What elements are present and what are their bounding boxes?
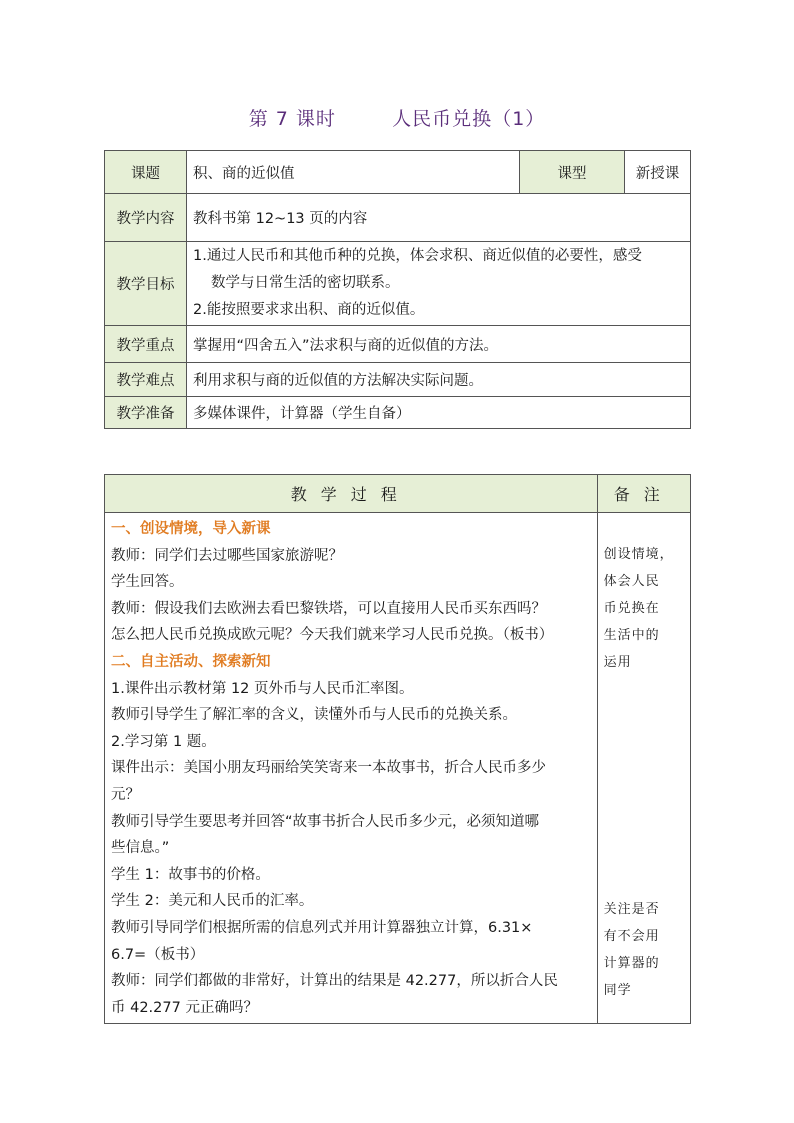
note-line: 有不会用: [603, 929, 660, 944]
section-heading: 一、创设情境，导入新课: [111, 521, 271, 537]
key-point-label: 教学重点: [105, 326, 187, 363]
type-value: 新授课: [625, 151, 691, 194]
note-line: 关注是否: [603, 902, 660, 917]
topic-value: 积、商的近似值: [187, 151, 520, 194]
page-title: 第 7 课时 人民币兑换（1）: [248, 108, 546, 130]
process-line: 学生回答。: [111, 574, 184, 591]
notes-header: 备注: [597, 475, 690, 513]
process-line: 教师：假设我们去欧洲去看巴黎铁塔，可以直接用人民币买东西吗？: [111, 600, 546, 617]
goal-line: 1.通过人民币和其他币种的兑换，体会求积、商近似值的必要性，感受: [193, 248, 642, 264]
process-line: 教师引导学生要思考并回答“故事书折合人民币多少元，必须知道哪: [111, 813, 540, 830]
note-line: 同学: [603, 983, 632, 998]
note-line: 计算器的: [603, 956, 660, 971]
preparation-value: 多媒体课件，计算器（学生自备）: [187, 397, 691, 429]
note-line: 运用: [603, 655, 632, 670]
note-block: [598, 896, 690, 1004]
note-line: 创设情境，: [603, 547, 674, 562]
key-point-value: 掌握用“四舍五入”法求积与商的近似值的方法。: [187, 326, 691, 363]
topic-label: 课题: [105, 151, 187, 194]
process-line: 教师引导同学们根据所需的信息列式并用计算器独立计算，6.31×: [111, 919, 533, 936]
goal-value: [187, 242, 691, 326]
process-line: 课件出示：美国小朋友玛丽给笑笑寄来一本故事书，折合人民币多少: [111, 760, 546, 777]
process-line: 元？: [111, 786, 140, 803]
process-line: 教师引导学生了解汇率的含义，读懂外币与人民币的兑换关系。: [111, 707, 517, 724]
process-line: 2.学习第 1 题。: [111, 733, 216, 750]
goal-label: 教学目标: [105, 242, 187, 326]
goal-line: 2.能按照要求求出积、商的近似值。: [193, 302, 425, 318]
lesson-info-table: [104, 150, 691, 429]
process-line: 6.7=（板书）: [111, 946, 205, 963]
notes-column: [597, 513, 690, 1024]
process-line: 教师：同学们都做的非常好，计算出的结果是 42.277，所以折合人民: [111, 973, 558, 990]
process-content: [105, 513, 598, 1024]
note-block: [598, 541, 690, 676]
note-line: 币兑换在: [603, 601, 660, 616]
process-line: 教师：同学们去过哪些国家旅游呢？: [111, 547, 343, 564]
teaching-process-table: [104, 474, 691, 1024]
process-header: 教学过程: [105, 475, 598, 513]
content-label: 教学内容: [105, 194, 187, 242]
difficulty-value: 利用求积与商的近似值的方法解决实际问题。: [187, 363, 691, 397]
preparation-label: 教学准备: [105, 397, 187, 429]
process-line: 学生 2：美元和人民币的汇率。: [111, 893, 314, 910]
type-label: 课型: [520, 151, 625, 194]
note-line: 生活中的: [603, 628, 660, 643]
content-value: 教科书第 12~13 页的内容: [187, 194, 691, 242]
process-line: 些信息。”: [111, 840, 170, 857]
goal-line: 数学与日常生活的密切联系。: [211, 275, 400, 291]
process-line: 1.课件出示教材第 12 页外币与人民币汇率图。: [111, 680, 414, 697]
process-line: 学生 1：故事书的价格。: [111, 866, 270, 883]
note-line: 体会人民: [603, 574, 660, 589]
difficulty-label: 教学难点: [105, 363, 187, 397]
process-line: 币 42.277 元正确吗？: [111, 999, 258, 1016]
process-line: 怎么把人民币兑换成欧元呢？今天我们就来学习人民币兑换。（板书）: [111, 627, 554, 644]
section-heading: 二、自主活动、探索新知: [111, 653, 271, 670]
